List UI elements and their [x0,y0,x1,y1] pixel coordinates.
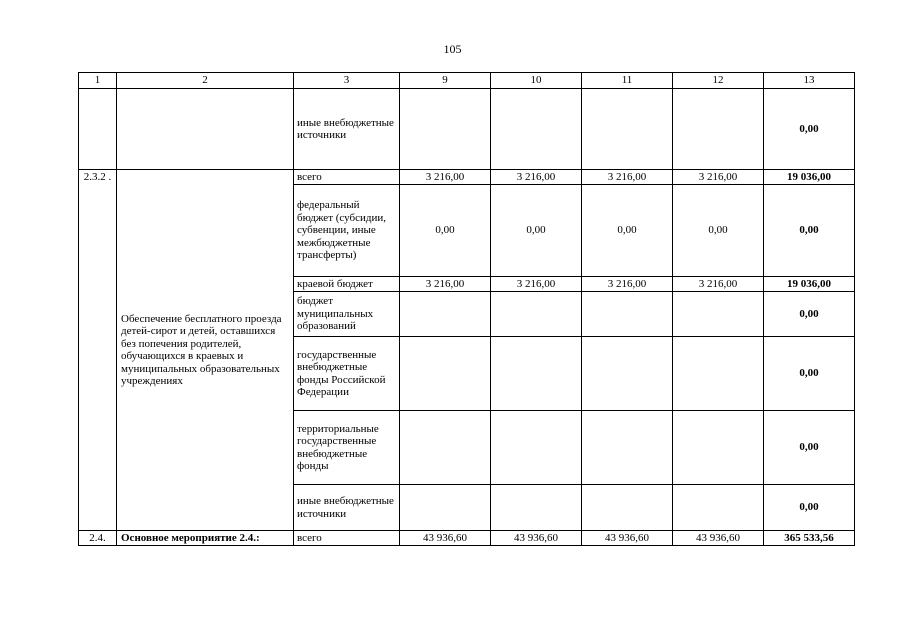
col-header: 9 [400,73,491,89]
total-col13: 0,00 [764,411,855,485]
value-col11 [582,485,673,531]
value-col9: 0,00 [400,185,491,277]
value-col9 [400,485,491,531]
row-number: 2.3.2 . [79,170,117,531]
value-col9 [400,292,491,337]
value-col12: 43 936,60 [673,531,764,546]
total-col13: 0,00 [764,185,855,277]
total-col13: 0,00 [764,485,855,531]
value-col9: 3 216,00 [400,277,491,292]
value-col11 [582,89,673,170]
funding-source: краевой бюджет [294,277,400,292]
value-col9 [400,337,491,411]
value-col12: 3 216,00 [673,170,764,185]
total-col13: 0,00 [764,337,855,411]
value-col11 [582,292,673,337]
value-col12 [673,337,764,411]
funding-source: всего [294,531,400,546]
total-col13: 19 036,00 [764,170,855,185]
value-col12: 3 216,00 [673,277,764,292]
value-col11 [582,411,673,485]
table-row [79,170,855,185]
value-col10 [491,337,582,411]
col-header: 3 [294,73,400,89]
total-col13: 0,00 [764,89,855,170]
activity-cell [117,89,294,170]
col-header: 10 [491,73,582,89]
value-col11: 3 216,00 [582,170,673,185]
value-col10 [491,411,582,485]
activity-description: Обеспечение бесплатного проезда детей-сирот и детей, оставшихся без попечения родителей, обучающихся в краевых и муниципальных образовательных учреждениях [117,170,294,531]
funding-source: иные внебюджетные источники [294,89,400,170]
value-col11: 0,00 [582,185,673,277]
activity-name: Основное мероприятие 2.4.: [117,531,294,546]
row-number-cell [79,89,117,170]
col-header: 12 [673,73,764,89]
col-header: 13 [764,73,855,89]
total-col13: 19 036,00 [764,277,855,292]
table-row [79,531,855,546]
value-col10 [491,89,582,170]
value-col10 [491,292,582,337]
value-col10: 3 216,00 [491,277,582,292]
value-col12 [673,292,764,337]
value-col9 [400,411,491,485]
value-col11 [582,337,673,411]
table-row [79,89,855,170]
header-row [79,73,855,89]
value-col10: 3 216,00 [491,170,582,185]
funding-source: федеральный бюджет (субсидии, субвенции, иные межбюджетные трансферты) [294,185,400,277]
value-col11: 43 936,60 [582,531,673,546]
total-col13: 365 533,56 [764,531,855,546]
funding-source: всего [294,170,400,185]
value-col9: 3 216,00 [400,170,491,185]
value-col12 [673,411,764,485]
value-col11: 3 216,00 [582,277,673,292]
value-col10: 43 936,60 [491,531,582,546]
funding-source: государственные внебюджетные фонды Российской Федерации [294,337,400,411]
value-col12 [673,485,764,531]
funding-source: иные внебюджетные источники [294,485,400,531]
row-number: 2.4. [79,531,117,546]
value-col10: 0,00 [491,185,582,277]
total-col13: 0,00 [764,292,855,337]
value-col12: 0,00 [673,185,764,277]
value-col12 [673,89,764,170]
col-header: 2 [117,73,294,89]
funding-source: бюджет муниципальных образований [294,292,400,337]
value-col9 [400,89,491,170]
page-number: 105 [443,42,462,56]
value-col9: 43 936,60 [400,531,491,546]
col-header: 11 [582,73,673,89]
budget-table [78,72,855,546]
funding-source: территориальные государственные внебюджетные фонды [294,411,400,485]
value-col10 [491,485,582,531]
col-header: 1 [79,73,117,89]
